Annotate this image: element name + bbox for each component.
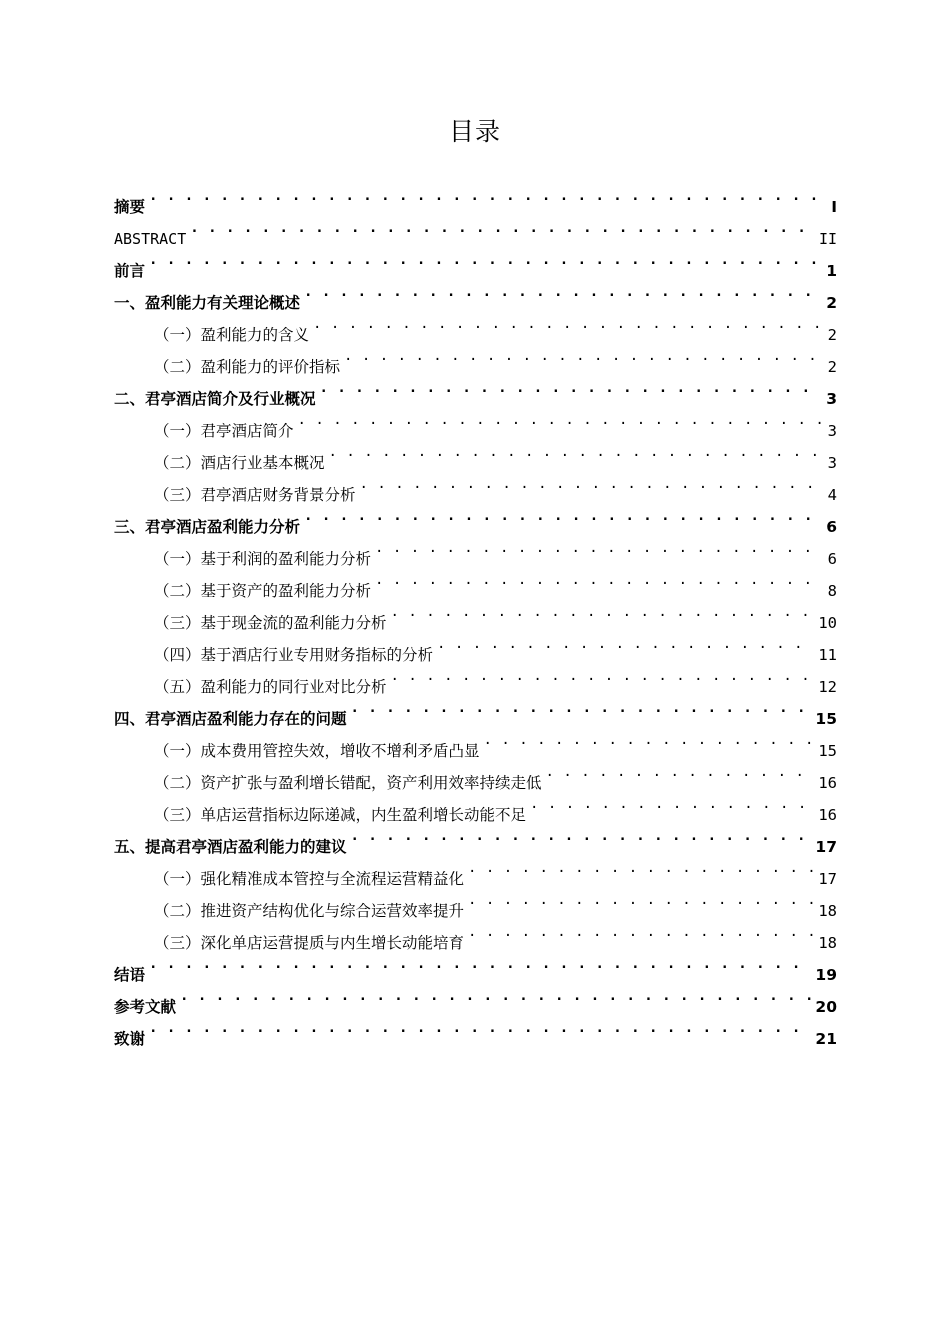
toc-entry-page-number: II xyxy=(818,230,837,248)
dot-leader xyxy=(468,884,814,916)
toc-entry-page-number: 3 xyxy=(826,390,837,408)
dot-leader xyxy=(375,532,823,564)
toc-entry-chapter[interactable] xyxy=(114,180,837,216)
toc-entry-label: 前言 xyxy=(114,262,146,280)
toc-entry-label: 一、盈利能力有关理论概述 xyxy=(114,294,301,312)
dot-leader xyxy=(468,916,814,948)
toc-entry-page-number: 2 xyxy=(827,358,837,376)
toc-entry-page-number: 16 xyxy=(818,774,837,792)
toc-entry-chapter[interactable] xyxy=(114,1012,837,1048)
toc-entry-label: （一）君亭酒店简介 xyxy=(154,422,294,440)
toc-entry-page-number: 10 xyxy=(818,614,837,632)
toc-entry-page-number: 2 xyxy=(826,294,837,312)
toc-entry-page-number: 17 xyxy=(818,870,837,888)
toc-entry-page-number: 16 xyxy=(818,806,837,824)
toc-entry-label: （四）基于酒店行业专用财务指标的分析 xyxy=(154,646,434,664)
toc-entry-page-number: 1 xyxy=(826,262,837,280)
toc-entry-page-number: 18 xyxy=(818,934,837,952)
dot-leader xyxy=(546,756,815,788)
toc-entry-page-number: 11 xyxy=(818,646,837,664)
toc-entry-label: 结语 xyxy=(114,966,146,984)
toc-entry-label: （一）成本费用管控失效，增收不增利矛盾凸显 xyxy=(154,742,480,760)
toc-entry-page-number: 21 xyxy=(815,1030,837,1048)
toc-entry-label: （二）推进资产结构优化与综合运营效率提升 xyxy=(154,902,465,920)
toc-entry-page-number: 3 xyxy=(827,454,837,472)
dot-leader xyxy=(313,308,823,340)
toc-entry-page-number: 6 xyxy=(827,550,837,568)
toc-entry-label: （三）深化单店运营提质与内生增长动能培育 xyxy=(154,934,465,952)
toc-entry-page-number: 18 xyxy=(818,902,837,920)
page-title: 目录 xyxy=(448,117,501,146)
toc-entry-chapter[interactable] xyxy=(114,980,837,1016)
toc-entry-page-number: I xyxy=(831,198,837,216)
toc-entry-page-number: 4 xyxy=(827,486,837,504)
toc-entry-label: （二）基于资产的盈利能力分析 xyxy=(154,582,372,600)
toc-entry-chapter[interactable] xyxy=(114,948,837,984)
toc-entry-label: 致谢 xyxy=(114,1030,146,1048)
toc-entry-label: 摘要 xyxy=(114,198,146,216)
toc-entry-page-number: 8 xyxy=(827,582,837,600)
toc-entry-label: （三）基于现金流的盈利能力分析 xyxy=(154,614,387,632)
dot-leader xyxy=(304,500,822,532)
dot-leader xyxy=(320,372,823,404)
toc-entry-chapter[interactable] xyxy=(114,244,837,280)
dot-leader xyxy=(149,1012,811,1044)
toc-entry-label: （五）盈利能力的同行业对比分析 xyxy=(154,678,387,696)
toc-entry-label: （一）强化精准成本管控与全流程运营精益化 xyxy=(154,870,465,888)
dot-leader xyxy=(298,404,823,436)
toc-entry-label: （二）酒店行业基本概况 xyxy=(154,454,325,472)
dot-leader xyxy=(437,628,814,660)
dot-leader xyxy=(190,212,815,244)
toc-entry-label: 五、提高君亭酒店盈利能力的建议 xyxy=(114,838,347,856)
toc-entry-label: ABSTRACT xyxy=(114,230,187,248)
toc-entry-page-number: 15 xyxy=(818,742,837,760)
toc-entry-page-number: 3 xyxy=(827,422,837,440)
dot-leader xyxy=(344,340,823,372)
toc-entry-page-number: 6 xyxy=(826,518,837,536)
toc-entry-label: （一）盈利能力的含义 xyxy=(154,326,310,344)
toc-entry-page-number: 2 xyxy=(827,326,837,344)
toc-entry-label: 参考文献 xyxy=(114,998,177,1016)
table-of-contents xyxy=(114,180,837,1048)
toc-entry-label: （二）盈利能力的评价指标 xyxy=(154,358,341,376)
dot-leader xyxy=(149,244,822,276)
toc-entry-label: 四、君亭酒店盈利能力存在的问题 xyxy=(114,710,347,728)
toc-entry-chapter[interactable] xyxy=(114,276,837,312)
dot-leader xyxy=(530,788,814,820)
toc-entry-label: （一）基于利润的盈利能力分析 xyxy=(154,550,372,568)
dot-leader xyxy=(468,852,814,884)
toc-entry-label: （三）君亭酒店财务背景分析 xyxy=(154,486,356,504)
toc-entry-page-number: 17 xyxy=(815,838,837,856)
toc-entry-page-number: 12 xyxy=(818,678,837,696)
toc-entry-label: 三、君亭酒店盈利能力分析 xyxy=(114,518,301,536)
dot-leader xyxy=(304,276,822,308)
dot-leader xyxy=(360,468,823,500)
toc-entry-chapter[interactable] xyxy=(114,212,837,248)
dot-leader xyxy=(329,436,823,468)
dot-leader xyxy=(391,660,815,692)
toc-entry-label: （二）资产扩张与盈利增长错配，资产利用效率持续走低 xyxy=(154,774,542,792)
toc-entry-page-number: 20 xyxy=(815,998,837,1016)
dot-leader xyxy=(149,948,811,980)
toc-entry-page-number: 15 xyxy=(815,710,837,728)
dot-leader xyxy=(391,596,815,628)
dot-leader xyxy=(375,564,823,596)
toc-entry-label: 二、君亭酒店简介及行业概况 xyxy=(114,390,316,408)
dot-leader xyxy=(484,724,815,756)
dot-leader xyxy=(180,980,811,1012)
dot-leader xyxy=(351,692,812,724)
dot-leader xyxy=(149,180,823,212)
toc-entry-page-number: 19 xyxy=(815,966,837,984)
toc-entry-label: （三）单店运营指标边际递减，内生盈利增长动能不足 xyxy=(154,806,527,824)
dot-leader xyxy=(351,820,812,852)
